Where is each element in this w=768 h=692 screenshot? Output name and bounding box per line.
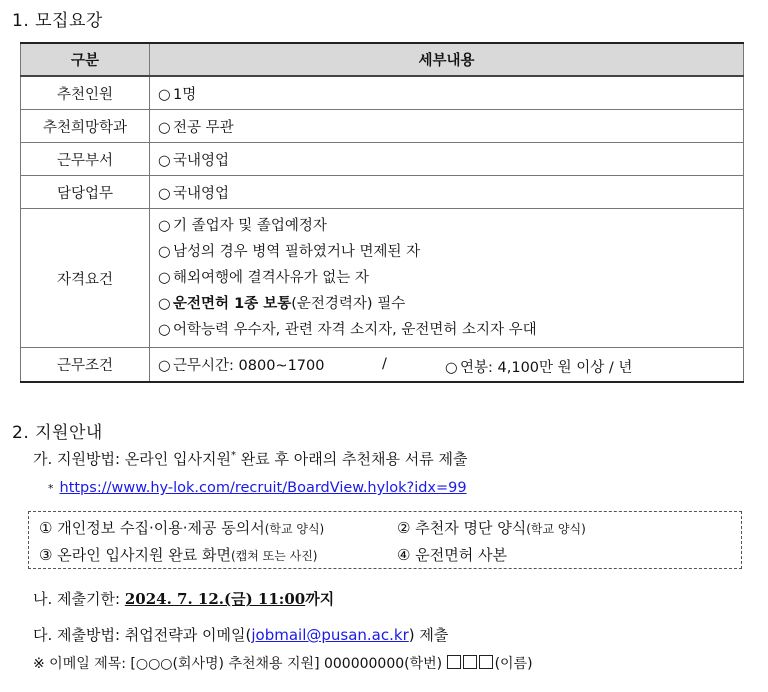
requirement-item: 기 졸업자 및 졸업예정자 (173, 218, 327, 234)
row-label: 근무부서 (21, 143, 150, 176)
blank-box (447, 655, 461, 669)
document-item: ① 개인정보 수집·이용·제공 동의서(학교 양식) (39, 519, 325, 537)
requirement-item: 해외여행에 결격사유가 없는 자 (173, 270, 369, 286)
bullet: ○ (158, 218, 171, 234)
footnote-mark: * (231, 450, 237, 461)
bullet: ○ (158, 244, 171, 260)
row-label: 추천인원 (21, 76, 150, 110)
application-url-line (48, 480, 467, 496)
email-link[interactable]: jobmail@pusan.ac.kr (251, 626, 409, 644)
application-url-link[interactable]: https://www.hy-lok.com/recruit/BoardView.hylok?idx=99 (59, 480, 467, 496)
table-row (21, 143, 744, 176)
bullet: ○ (158, 296, 171, 312)
row-value: 전공 무관 (173, 119, 234, 136)
requirement-item: 남성의 경우 병역 필하였거나 면제된 자 (173, 244, 421, 260)
requirements-table (20, 42, 744, 383)
deadline-date: 2024. 7. 12.(금) 11:00 (124, 590, 306, 608)
bullet: ○ (158, 358, 171, 374)
deadline-suffix: 까지 (305, 590, 335, 608)
requirement-item: 어학능력 우수자, 관련 자격 소지자, 운전면허 소지자 우대 (173, 322, 537, 338)
document-item: ④ 운전면허 사본 (397, 546, 507, 564)
table-row (21, 209, 744, 348)
section2-title: 2. 지원안내 (12, 423, 103, 443)
bullet: ○ (158, 152, 171, 169)
work-hours: 근무시간: 0800~1700 (173, 358, 325, 374)
documents-box (28, 511, 742, 569)
separator: / (382, 356, 387, 372)
submission-method: 다. 제출방법: 취업전략과 이메일(jobmail@pusan.ac.kr) 제출 (33, 626, 449, 644)
header-category: 구분 (21, 43, 150, 76)
table-header-row (21, 43, 744, 76)
bullet: ○ (158, 322, 171, 338)
bullet: ○ (158, 86, 171, 103)
salary: 연봉: 4,100만 원 이상 / 년 (460, 360, 633, 376)
row-label: 추천희망학과 (21, 110, 150, 143)
email-subject-note: ※ 이메일 제목: [○○○(회사명) 추천채용 지원] 000000000(학번) (이름) (33, 656, 533, 672)
table-row (21, 176, 744, 209)
header-details: 세부내용 (150, 43, 744, 76)
application-method: 가. 지원방법: 온라인 입사지원* 완료 후 아래의 추천채용 서류 제출 (33, 450, 468, 468)
row-value: 국내영업 (173, 185, 230, 202)
submission-deadline: 나. 제출기한: 2024. 7. 12.(금) 11:00까지 (33, 590, 335, 608)
row-value: 국내영업 (173, 152, 230, 169)
table-row (21, 348, 744, 383)
row-label: 근무조건 (21, 348, 150, 383)
table-row (21, 110, 744, 143)
bullet: ○ (158, 270, 171, 286)
document-item: ③ 온라인 입사지원 완료 화면(캡쳐 또는 사진) (39, 546, 318, 564)
row-value: 1명 (173, 86, 197, 103)
table-row (21, 76, 744, 110)
row-label: 자격요건 (21, 209, 150, 348)
section1-title: 1. 모집요강 (12, 11, 103, 31)
bullet: ○ (445, 360, 458, 376)
bullet: ○ (158, 185, 171, 202)
license-requirement-rest: (운전경력자) 필수 (291, 296, 406, 312)
blank-box (479, 655, 493, 669)
bullet: ○ (158, 119, 171, 136)
footnote-mark: * (48, 482, 54, 495)
blank-box (463, 655, 477, 669)
row-label: 담당업무 (21, 176, 150, 209)
license-requirement-bold: 운전면허 1종 보통 (173, 296, 292, 312)
document-item: ② 추천자 명단 양식(학교 양식) (397, 519, 586, 537)
